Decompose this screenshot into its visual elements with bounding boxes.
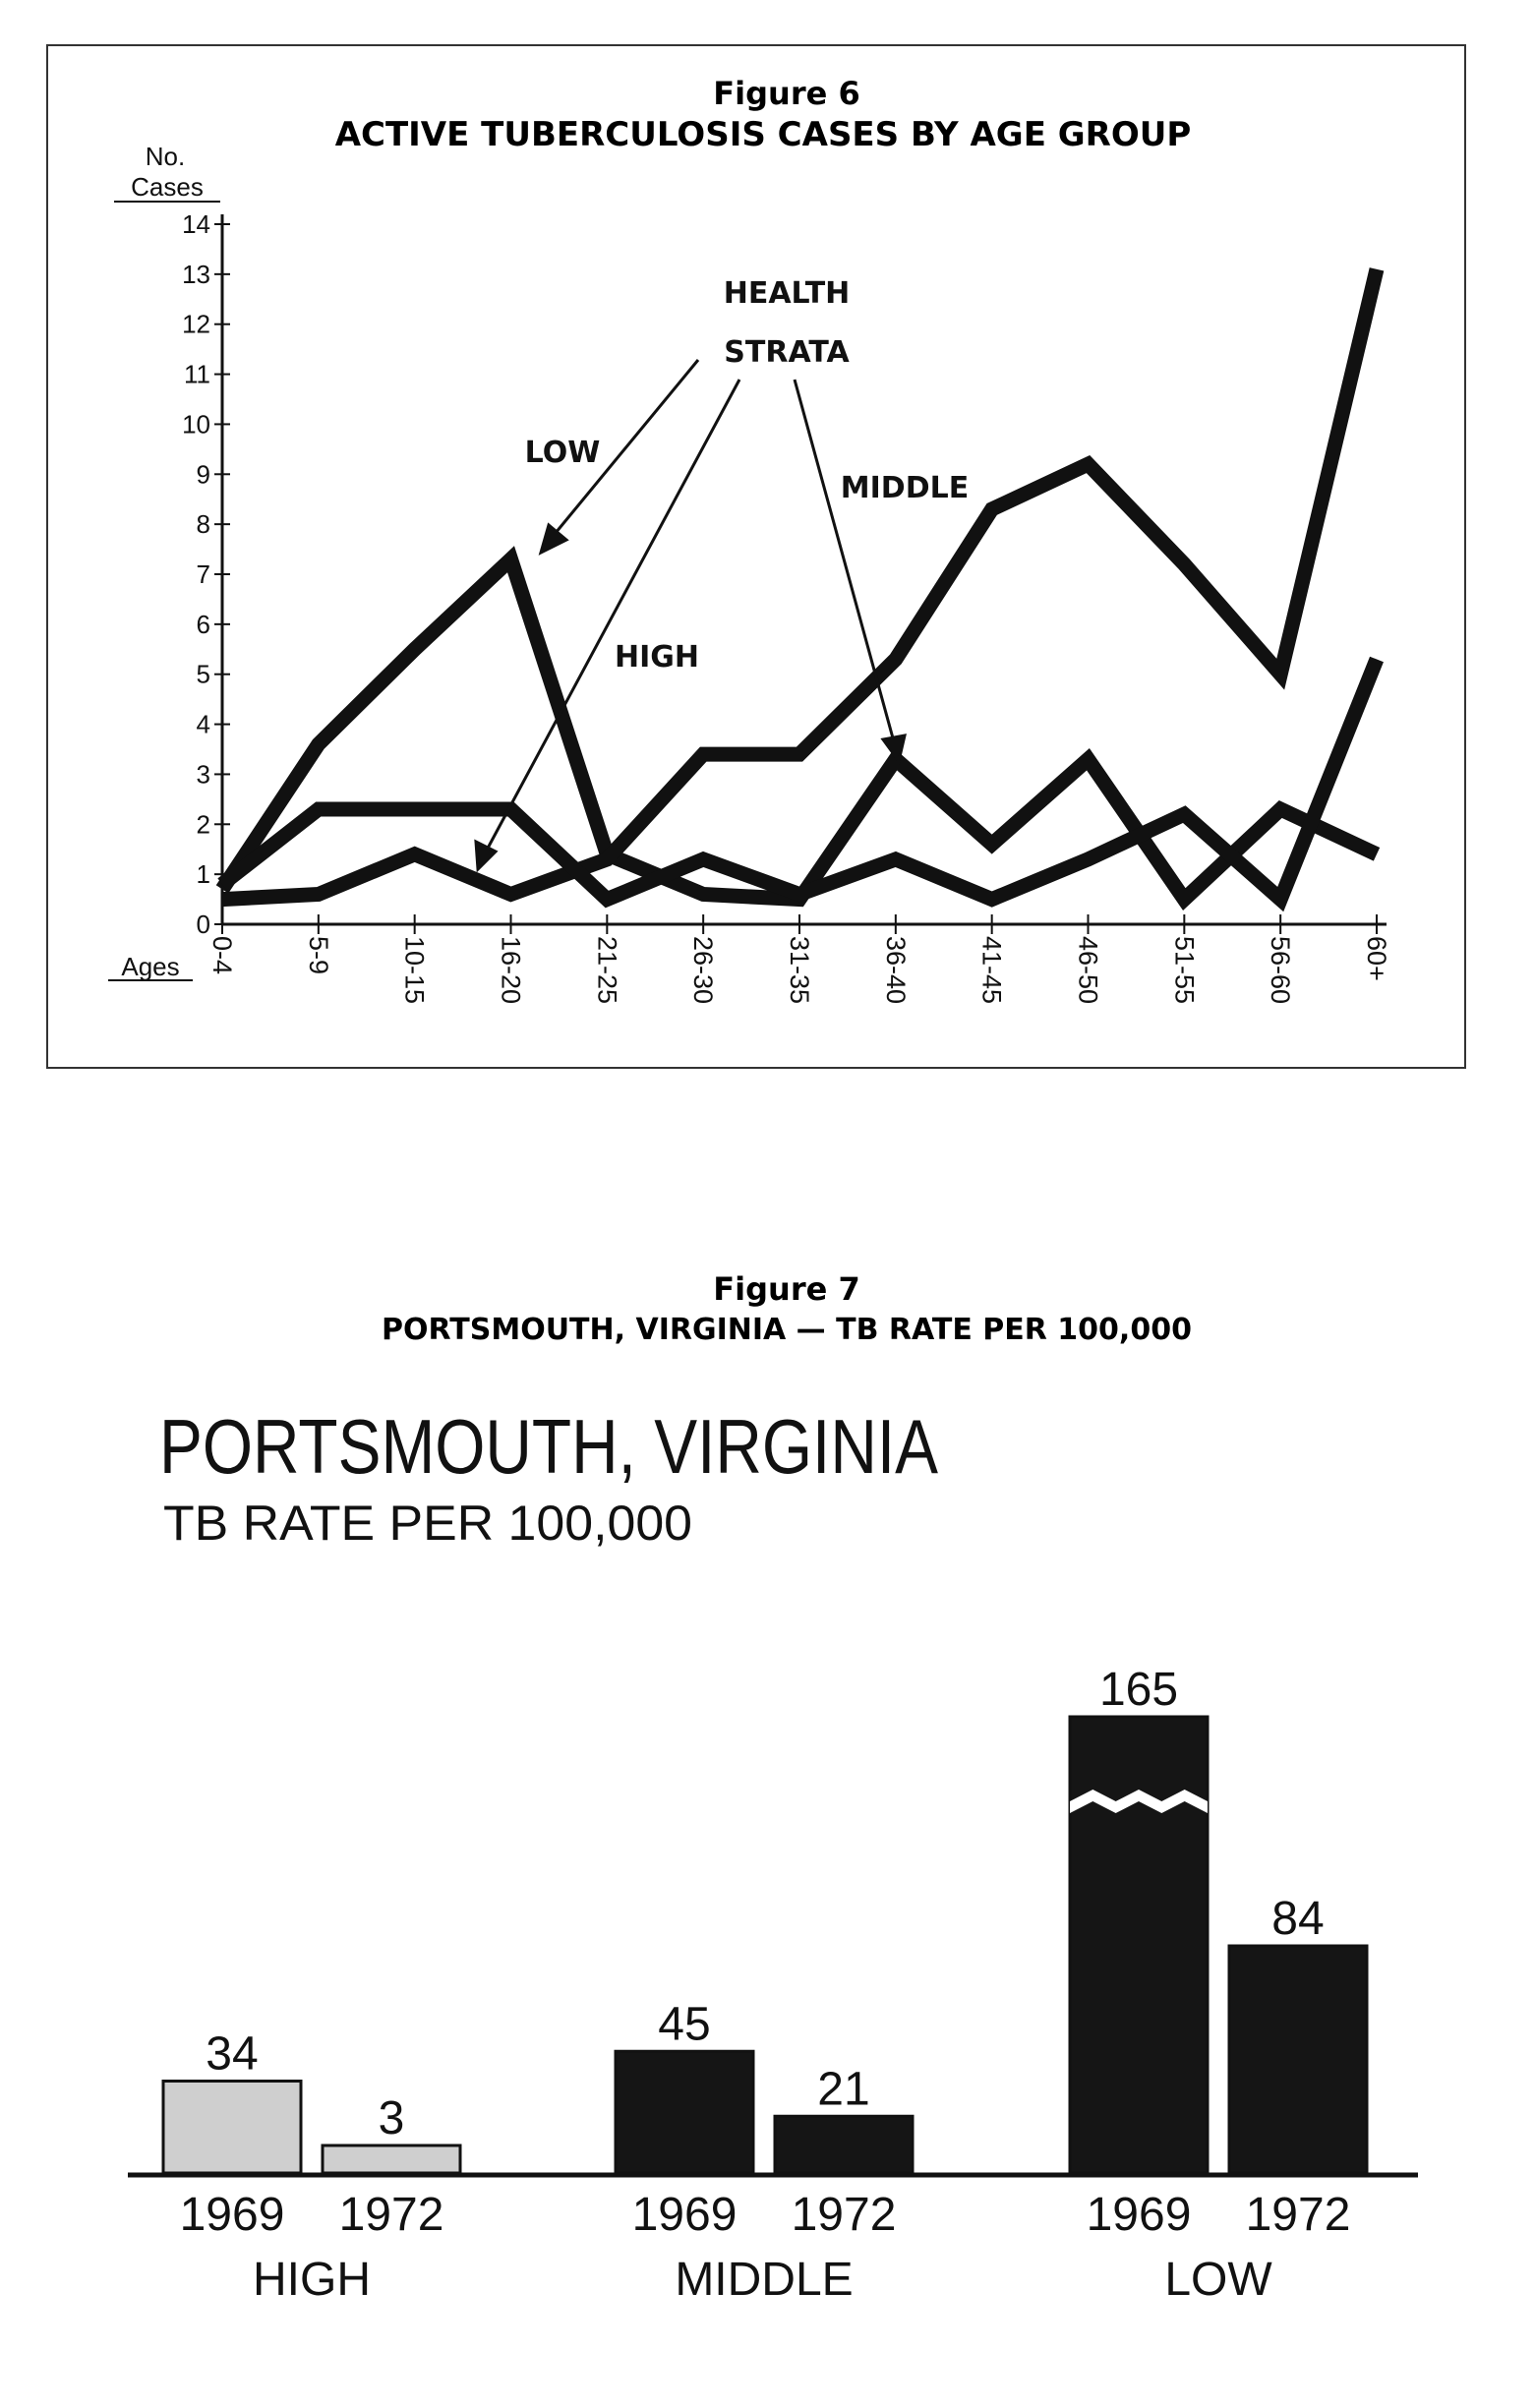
figure-6-title: Figure 6	[713, 75, 860, 112]
y-tick-label: 4	[196, 709, 210, 739]
x-tick-label: 16-20	[496, 936, 526, 1005]
bar-value-label: 3	[378, 2092, 405, 2144]
figure-7-title: Figure 7	[713, 1270, 860, 1308]
bar-year-label: 1969	[179, 2189, 285, 2241]
arrow-to-middle	[795, 380, 895, 745]
x-tick-label: 0-4	[207, 936, 237, 975]
bar-low-1972	[1229, 1946, 1367, 2173]
bar-middle-1969	[616, 2051, 753, 2173]
annotation-strata: STRATA	[724, 335, 850, 370]
annotation-health: HEALTH	[723, 276, 851, 311]
annotation-high: HIGH	[614, 640, 700, 675]
figure-7-bar-chart	[128, 1270, 1418, 2306]
bar-group-label: HIGH	[253, 2254, 371, 2306]
bar-middle-1972	[775, 2116, 913, 2173]
x-axis-label-ages: Ages	[121, 952, 180, 981]
y-tick-label: 13	[182, 259, 210, 289]
bar-marks	[163, 1664, 1367, 2306]
bar-year-label: 1972	[338, 2189, 444, 2241]
y-tick-label: 2	[196, 809, 210, 840]
bar-high-1972	[323, 2145, 460, 2173]
x-tick-label: 56-60	[1266, 936, 1296, 1005]
figure-7-subtitle: PORTSMOUTH, VIRGINIA — TB RATE PER 100,000	[382, 1313, 1192, 1347]
x-tick-label: 31-35	[785, 936, 814, 1005]
annotation-middle: MIDDLE	[840, 471, 970, 505]
y-tick-label: 0	[196, 910, 210, 939]
y-tick-label: 9	[196, 459, 210, 490]
y-tick-label: 12	[182, 309, 210, 339]
arrowhead-low	[541, 525, 566, 553]
x-tick-label: 51-55	[1169, 936, 1200, 1005]
y-tick-label: 8	[196, 509, 210, 540]
x-tick-label: 26-30	[688, 936, 719, 1005]
figure-7-inner-subtitle: TB RATE PER 100,000	[163, 1496, 692, 1551]
low-series-line	[222, 559, 1377, 900]
y-axis-label-no: No.	[145, 142, 186, 171]
bar-value-label: 84	[1271, 1893, 1325, 1945]
y-tick-label: 3	[196, 759, 210, 790]
x-tick-label: 46-50	[1073, 936, 1103, 1005]
x-tick-label: 10-15	[399, 936, 430, 1005]
figure-6-line-chart	[47, 45, 1465, 1068]
y-tick-label: 10	[182, 409, 210, 440]
figure-6-frame	[47, 45, 1465, 1068]
x-tick-label: 5-9	[303, 936, 333, 975]
x-tick-label: 36-40	[880, 936, 911, 1005]
x-tick-label: 41-45	[976, 936, 1007, 1005]
x-tick-label: 60+	[1362, 936, 1391, 981]
bar-group-label: LOW	[1164, 2254, 1272, 2306]
figure-7-inner-title: PORTSMOUTH, VIRGINIA	[159, 1403, 938, 1490]
y-tick-label: 6	[196, 609, 210, 639]
y-axis-label-cases: Cases	[131, 172, 204, 202]
y-tick-label: 1	[196, 859, 210, 890]
bar-group-label: MIDDLE	[675, 2254, 854, 2306]
bar-value-label: 34	[206, 2027, 259, 2081]
bar-year-label: 1972	[791, 2189, 897, 2241]
bar-year-label: 1972	[1245, 2189, 1351, 2241]
bar-high-1969	[163, 2082, 301, 2174]
bar-year-label: 1969	[1086, 2189, 1192, 2241]
bar-value-label: 21	[817, 2063, 870, 2116]
y-tick-label: 7	[196, 559, 210, 589]
bar-year-label: 1969	[631, 2189, 738, 2241]
annotation-low: LOW	[524, 436, 601, 470]
bar-value-label: 165	[1098, 1664, 1179, 1716]
x-tick-label: 21-25	[592, 936, 622, 1005]
x-axis-ticks	[207, 914, 1391, 1004]
y-tick-label: 5	[196, 659, 210, 689]
arrowhead-high	[476, 842, 496, 869]
bar-value-label: 45	[658, 1998, 711, 2051]
y-tick-label: 14	[182, 209, 210, 239]
y-tick-label: 11	[184, 359, 210, 389]
figure-6-subtitle: ACTIVE TUBERCULOSIS CASES BY AGE GROUP	[334, 115, 1192, 154]
bar-low-1969	[1070, 1717, 1208, 2173]
